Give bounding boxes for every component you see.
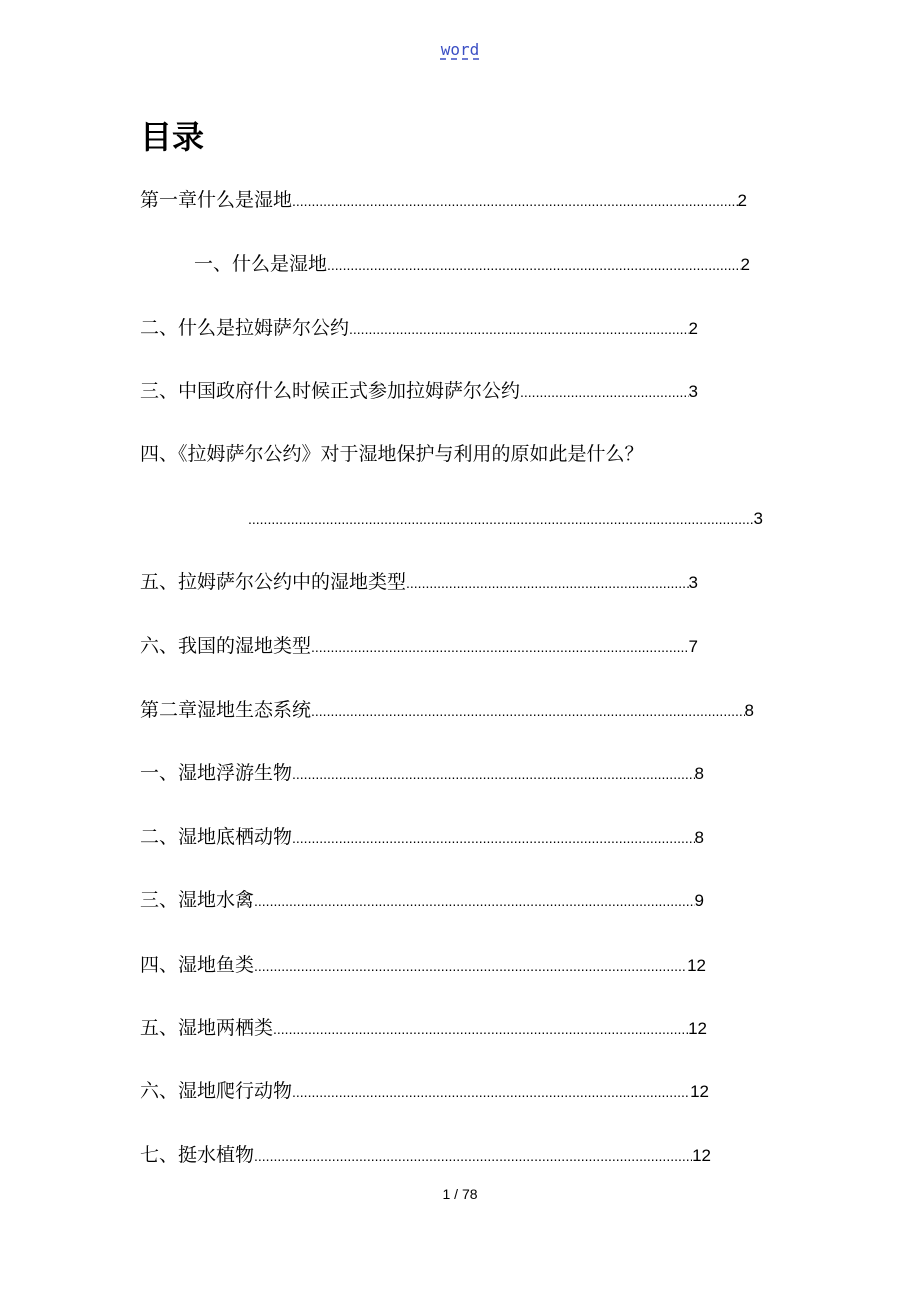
dot-leader [273,1015,688,1043]
toc-entry-chapter-2[interactable] [140,696,754,724]
toc-entry-page: 12 [688,1019,707,1038]
toc-entry-1-4-label[interactable] [140,440,720,468]
dot-leader [292,1078,690,1106]
dot-leader [311,697,745,725]
toc-entry-2-4[interactable] [140,951,706,979]
toc-entry-page: 8 [694,828,704,847]
toc-entry-page: 9 [694,891,704,910]
toc-entry-2-5[interactable] [140,1014,707,1042]
toc-entry-label: 六、湿地爬行动物 [140,1080,293,1102]
toc-entry-page: 2 [737,191,747,210]
toc-entry-label: 三、中国政府什么时候正式参加拉姆萨尔公约 [140,380,521,402]
toc-entry-label: 二、什么是拉姆萨尔公约 [140,317,350,339]
toc-entry-label: 五、湿地两栖类 [140,1017,274,1039]
header-word-link[interactable]: word [440,40,480,59]
toc-entry-chapter-1[interactable] [140,186,747,214]
toc-entry-label: 四、《拉姆萨尔公约》对于湿地保护与利用的原如此是什么？ [140,443,644,465]
dot-leader [292,824,695,852]
toc-entry-page: 2 [740,255,750,274]
toc-entry-1-3[interactable] [140,377,698,405]
dot-leader [327,251,741,279]
toc-entry-1-1[interactable] [194,250,750,278]
toc-entry-page: 12 [692,1146,711,1165]
toc-entry-label: 三、湿地水禽 [140,889,255,911]
dot-leader [248,505,754,533]
toc-entry-label: 五、拉姆萨尔公约中的湿地类型 [140,571,407,593]
dot-leader [349,315,689,343]
toc-entry-label: 七、挺水植物 [140,1144,255,1166]
toc-entry-2-7[interactable] [140,1141,711,1169]
dot-leader [254,952,687,980]
dot-leader [292,187,738,215]
toc-entry-1-4-leader[interactable] [248,505,763,533]
toc-entry-page: 7 [688,637,698,656]
toc-entry-page: 8 [744,701,754,720]
toc-entry-page: 8 [694,764,704,783]
toc-entry-label: 一、什么是湿地 [194,253,328,275]
toc-entry-page: 3 [688,573,698,592]
toc-entry-1-2[interactable] [140,314,698,342]
page-indicator: 1 / 78 [442,1186,478,1202]
dot-leader [254,1142,692,1170]
toc-entry-label: 六、我国的湿地类型 [140,635,312,657]
toc-entry-label: 第一章什么是湿地 [140,189,293,211]
dot-leader [406,569,689,597]
toc-entry-1-5[interactable] [140,568,698,596]
toc-entry-2-1[interactable] [140,759,704,787]
toc-entry-label: 第二章湿地生态系统 [140,699,312,721]
toc-title: 目录 [140,118,205,156]
dot-leader [520,378,689,406]
toc-entry-page: 2 [688,319,698,338]
toc-entry-page: 12 [690,1082,709,1101]
toc-entry-page: 3 [753,509,763,528]
toc-entry-page: 12 [687,956,706,975]
toc-entry-label: 一、湿地浮游生物 [140,762,293,784]
toc-entry-2-6[interactable] [140,1077,709,1105]
toc-entry-label: 四、湿地鱼类 [140,954,255,976]
dot-leader [292,760,695,788]
toc-entry-page: 3 [688,382,698,401]
toc-entry-1-6[interactable] [140,632,698,660]
toc-entry-2-3[interactable] [140,886,704,914]
dot-leader [311,633,689,661]
toc-entry-2-2[interactable] [140,823,704,851]
dot-leader [254,887,695,915]
toc-entry-label: 二、湿地底栖动物 [140,826,293,848]
